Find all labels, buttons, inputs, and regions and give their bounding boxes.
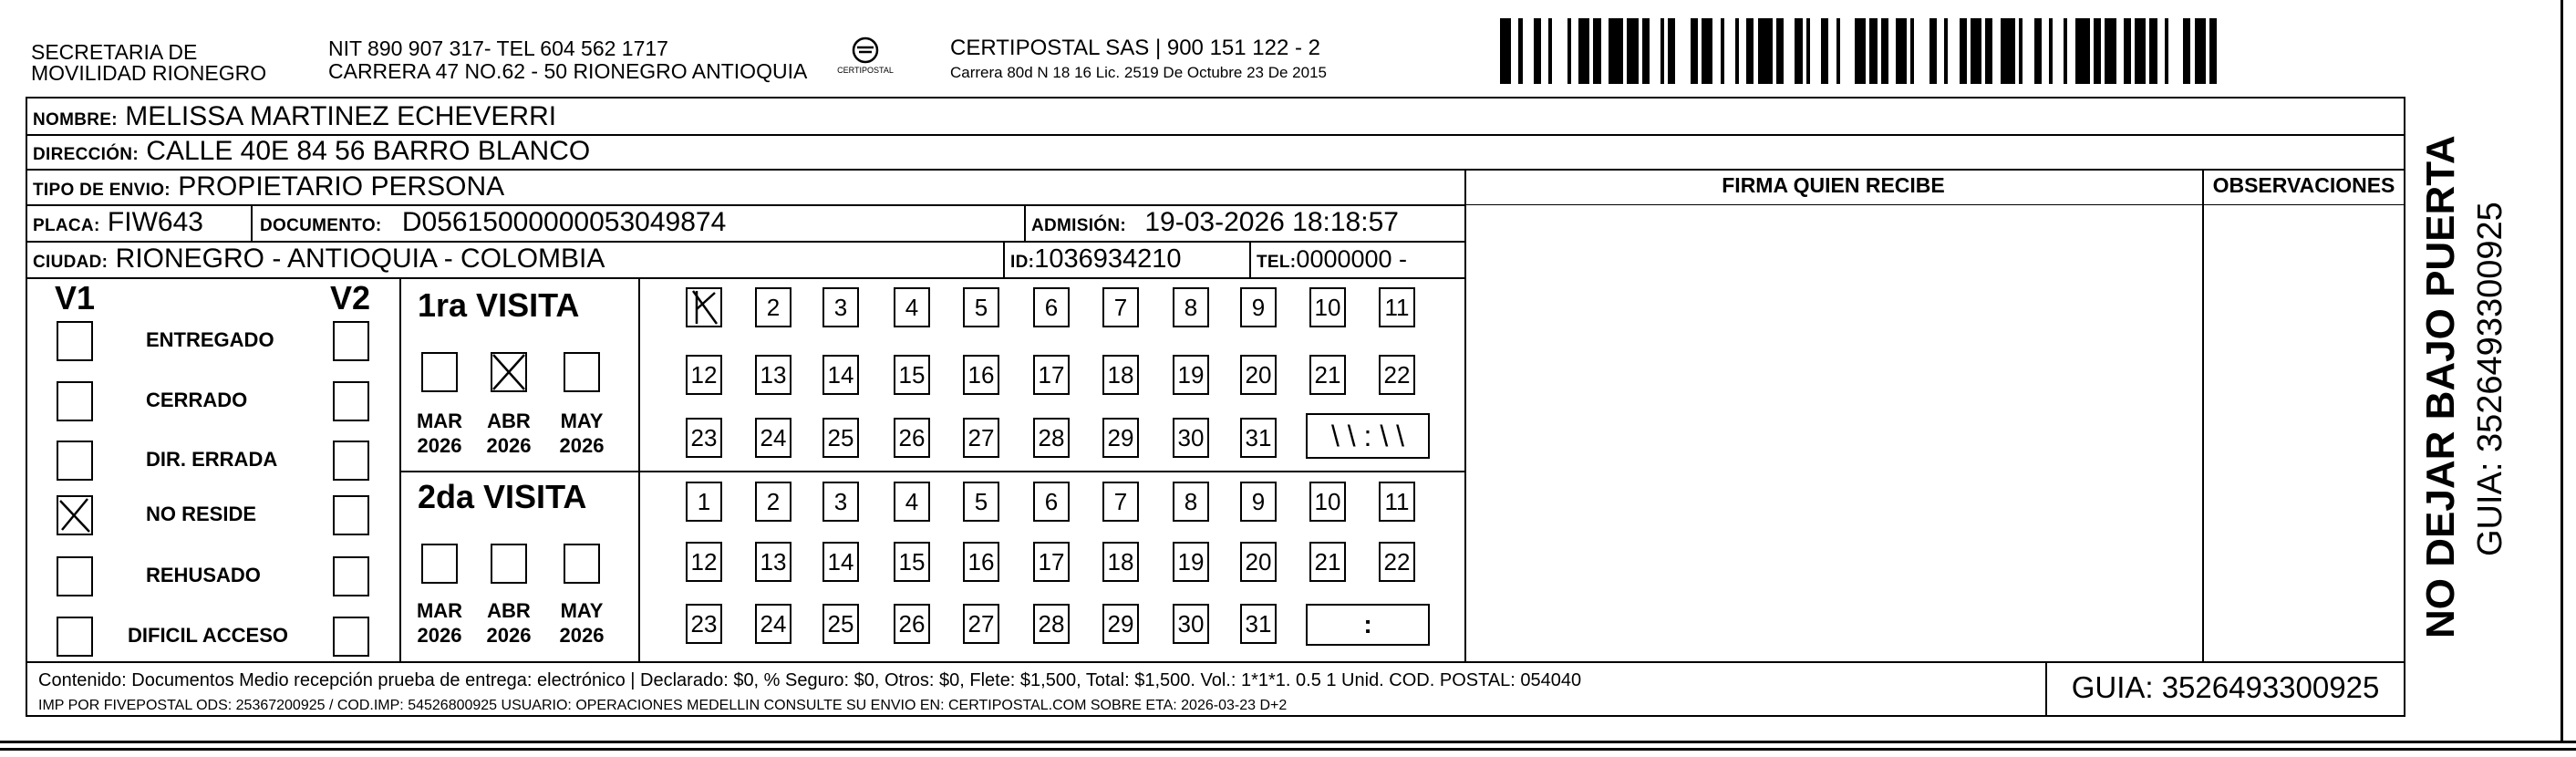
day-box[interactable]: 14 (822, 355, 859, 395)
courier-line1: CERTIPOSTAL SAS | 900 151 122 - 2 (950, 36, 1320, 60)
sender-nit: NIT 890 907 317- TEL 604 562 1717 (328, 36, 668, 60)
ciudad-label: CIUDAD: (33, 253, 109, 272)
month-label (412, 598, 467, 648)
day-box[interactable] (686, 287, 722, 327)
month-label (481, 409, 536, 458)
day-box[interactable]: 11 (1379, 287, 1415, 327)
day-box[interactable]: 10 (1309, 482, 1346, 522)
barcode (1500, 18, 2225, 84)
day-box[interactable]: 4 (894, 287, 930, 327)
day-box[interactable]: 28 (1033, 604, 1070, 644)
day-box[interactable]: 27 (963, 418, 999, 458)
documento-value: D05615000000053049874 (401, 207, 727, 237)
ciudad-row (33, 244, 605, 278)
month-checkbox[interactable] (564, 544, 600, 584)
day-box[interactable]: 1 (686, 482, 722, 522)
firma-header: FIRMA QUIEN RECIBE (1722, 173, 1945, 197)
status-label: DIFICIL ACCESO (128, 624, 289, 647)
sender-name-line2: MOVILIDAD RIONEGRO (31, 61, 267, 85)
v2-checkbox[interactable] (333, 617, 369, 657)
v1-checkbox[interactable] (57, 381, 93, 421)
documento-row (260, 207, 726, 242)
month-year: 2026 (559, 434, 605, 457)
day-box[interactable]: 21 (1309, 355, 1346, 395)
v1-checkbox[interactable] (57, 321, 93, 361)
month-name: MAY (560, 599, 604, 622)
first-visit-time-box[interactable]: \ \ : \ \ (1306, 413, 1430, 459)
side-guia: GUIA: 3526493300925 (2471, 202, 2509, 556)
day-box[interactable]: 13 (755, 355, 791, 395)
day-box[interactable]: 22 (1379, 355, 1415, 395)
status-label: CERRADO (146, 389, 248, 411)
day-box[interactable]: 25 (822, 418, 859, 458)
day-box[interactable]: 28 (1033, 418, 1070, 458)
day-box[interactable]: 30 (1173, 604, 1209, 644)
month-checkbox[interactable] (491, 352, 527, 392)
day-box[interactable]: 25 (822, 604, 859, 644)
month-checkbox[interactable] (421, 544, 458, 584)
month-label (554, 598, 609, 648)
placa-value: FIW643 (107, 207, 203, 237)
v2-checkbox[interactable] (333, 556, 369, 596)
tipo-label: TIPO DE ENVIO: (33, 181, 171, 200)
month-label (412, 409, 467, 458)
month-year: 2026 (486, 434, 532, 457)
month-name: MAR (416, 599, 463, 622)
day-box[interactable]: 27 (963, 604, 999, 644)
day-box[interactable]: 23 (686, 418, 722, 458)
v1-checkbox[interactable] (57, 556, 93, 596)
day-box[interactable]: 4 (894, 482, 930, 522)
day-box[interactable]: 7 (1102, 482, 1139, 522)
day-box[interactable]: 12 (686, 355, 722, 395)
admision-value: 19-03-2026 18:18:57 (1144, 207, 1399, 237)
sender-name-line1: SECRETARIA DE (31, 40, 198, 64)
day-box[interactable]: 7 (1102, 287, 1139, 327)
day-box[interactable]: 12 (686, 542, 722, 582)
nombre-value: MELISSA MARTINEZ ECHEVERRI (125, 101, 557, 131)
month-name: ABR (487, 410, 531, 432)
day-box[interactable]: 18 (1102, 542, 1139, 582)
day-box[interactable]: 9 (1240, 482, 1277, 522)
tipo-row (33, 171, 504, 206)
v1-header: V1 (55, 279, 96, 316)
day-box[interactable]: 19 (1173, 542, 1209, 582)
v2-header: V2 (330, 279, 371, 316)
day-box[interactable]: 16 (963, 355, 999, 395)
id-row (1010, 244, 1182, 278)
month-year: 2026 (486, 624, 532, 647)
ciudad-value: RIONEGRO - ANTIOQUIA - COLOMBIA (115, 244, 605, 274)
v2-checkbox[interactable] (333, 321, 369, 361)
month-name: MAY (560, 410, 604, 432)
guia-box: GUIA: 3526493300925 (2071, 670, 2380, 704)
footer-contents: Contenido: Documentos Medio recepción prueba de entrega: electrónico | Declarado: $0, % Seguro: $0, Otros: $0, Flete: $1,500, Total: $1,500. Vol.: 1*1*1. 0.5 1 Unid. COD. POSTAL: 054040 (38, 670, 1582, 690)
day-box[interactable]: 30 (1173, 418, 1209, 458)
nombre-row (33, 101, 556, 136)
nombre-label: NOMBRE: (33, 110, 118, 130)
month-checkbox[interactable] (421, 352, 458, 392)
status-label: REHUSADO (146, 564, 261, 586)
day-box[interactable]: 16 (963, 542, 999, 582)
admision-row (1031, 207, 1399, 242)
v2-checkbox[interactable] (333, 381, 369, 421)
month-label (481, 598, 536, 648)
tel-label: TEL: (1257, 253, 1297, 272)
documento-label: DOCUMENTO: (260, 216, 382, 235)
day-box[interactable]: 5 (963, 287, 999, 327)
svg-text:CERTIPOSTAL: CERTIPOSTAL (837, 66, 894, 75)
direccion-label: DIRECCIÓN: (33, 145, 139, 164)
placa-row (33, 207, 203, 242)
month-label (554, 409, 609, 458)
month-checkbox[interactable] (491, 544, 527, 584)
day-box[interactable]: 10 (1309, 287, 1346, 327)
v2-checkbox[interactable] (333, 441, 369, 481)
day-box[interactable]: 14 (822, 542, 859, 582)
day-box[interactable]: 5 (963, 482, 999, 522)
day-box[interactable]: 22 (1379, 542, 1415, 582)
day-box[interactable]: 6 (1033, 482, 1070, 522)
status-label: NO RESIDE (146, 503, 257, 525)
status-label: ENTREGADO (146, 328, 274, 351)
v1-checkbox[interactable] (57, 441, 93, 481)
second-visit-title: 2da VISITA (418, 478, 587, 515)
placa-label: PLACA: (33, 216, 100, 235)
day-box[interactable]: 2 (755, 482, 791, 522)
v1-checkbox[interactable] (57, 617, 93, 657)
status-label: DIR. ERRADA (146, 448, 278, 471)
direccion-row (33, 136, 590, 171)
first-visit-title: 1ra VISITA (418, 286, 580, 324)
day-box[interactable]: 26 (894, 418, 930, 458)
courier-line2: Carrera 80d N 18 16 Lic. 2519 De Octubre 23 De 2015 (950, 64, 1327, 81)
day-box[interactable]: 17 (1033, 355, 1070, 395)
day-box[interactable]: 29 (1102, 604, 1139, 644)
month-year: 2026 (559, 624, 605, 647)
day-box[interactable]: 20 (1240, 355, 1277, 395)
sender-address: CARRERA 47 NO.62 - 50 RIONEGRO ANTIOQUIA (328, 59, 808, 83)
day-box[interactable]: 3 (822, 287, 859, 327)
day-box[interactable]: 8 (1173, 287, 1209, 327)
day-box[interactable]: 24 (755, 604, 791, 644)
day-box[interactable]: 19 (1173, 355, 1209, 395)
direccion-value: CALLE 40E 84 56 BARRO BLANCO (146, 136, 591, 166)
day-box[interactable]: 18 (1102, 355, 1139, 395)
second-visit-time-box[interactable]: : (1306, 604, 1430, 646)
month-year: 2026 (417, 434, 462, 457)
month-year: 2026 (417, 624, 462, 647)
day-box[interactable]: 17 (1033, 542, 1070, 582)
day-box[interactable]: 15 (894, 542, 930, 582)
day-box[interactable]: 31 (1240, 604, 1277, 644)
day-box[interactable]: 23 (686, 604, 722, 644)
day-box[interactable]: 29 (1102, 418, 1139, 458)
month-name: MAR (416, 410, 463, 432)
tipo-value: PROPIETARIO PERSONA (178, 171, 505, 202)
v2-checkbox[interactable] (333, 495, 369, 535)
day-box[interactable]: 24 (755, 418, 791, 458)
no-dejar-bajo-puerta: NO DEJAR BAJO PUERTA (2418, 135, 2463, 638)
day-box[interactable]: 21 (1309, 542, 1346, 582)
admision-label: ADMISIÓN: (1031, 216, 1127, 235)
day-box[interactable]: 8 (1173, 482, 1209, 522)
tel-row (1257, 244, 1407, 278)
certipostal-logo (837, 35, 894, 80)
day-box[interactable]: 15 (894, 355, 930, 395)
day-box[interactable]: 20 (1240, 542, 1277, 582)
v1-checkbox[interactable] (57, 495, 93, 535)
month-name: ABR (487, 599, 531, 622)
day-box[interactable]: 26 (894, 604, 930, 644)
footer-print-info: IMP POR FIVEPOSTAL ODS: 25367200925 / COD.IMP: 54526800925 USUARIO: OPERACIONES MEDELLIN CONSULTE SU ENVIO EN: CERTIPOSTAL.COM SOBRE ETA: 2026-03-23 D+2 (38, 698, 1288, 713)
month-checkbox[interactable] (564, 352, 600, 392)
day-box[interactable]: 13 (755, 542, 791, 582)
day-box[interactable]: 3 (822, 482, 859, 522)
day-box[interactable]: 2 (755, 287, 791, 327)
observaciones-header: OBSERVACIONES (2212, 173, 2395, 197)
id-value: 1036934210 (1034, 244, 1182, 274)
id-label: ID: (1010, 253, 1035, 272)
day-box[interactable]: 31 (1240, 418, 1277, 458)
day-box[interactable]: 11 (1379, 482, 1415, 522)
day-box[interactable]: 9 (1240, 287, 1277, 327)
tel-value: 0000000 - (1296, 245, 1408, 273)
day-box[interactable]: 6 (1033, 287, 1070, 327)
